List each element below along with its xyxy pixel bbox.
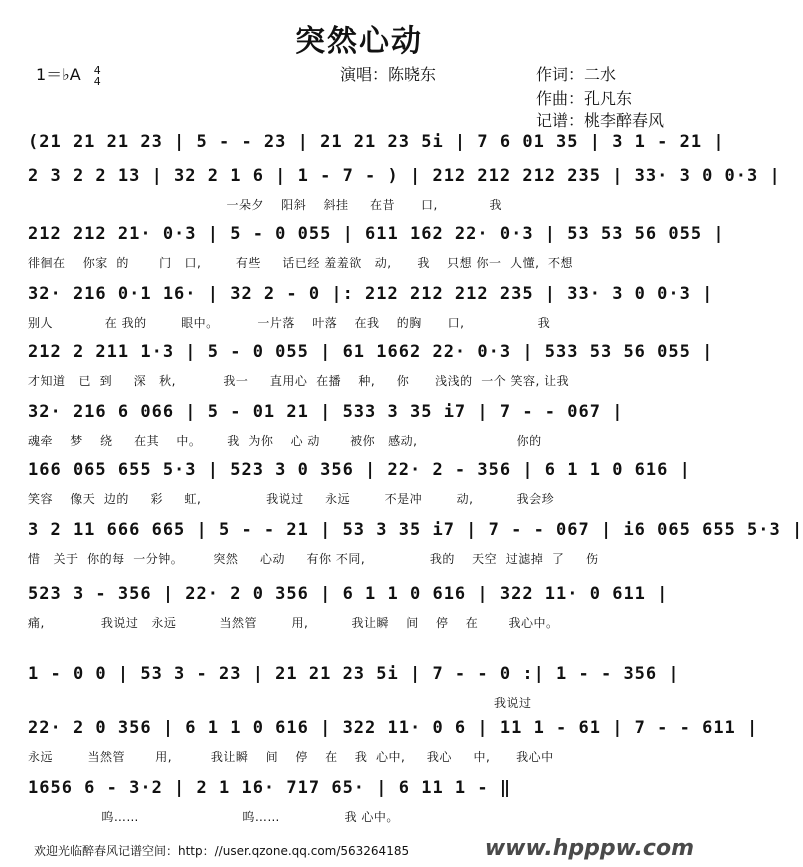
notation-line: 2 3 2 2 13 | 32 2 1 6 | 1 - 7 - ) | 212 212 212 235 | 33· 3 0 0·3 | (28, 166, 781, 186)
lyrics-line: 魂牵 梦 绕 在其 中。 我 为你 心 动 被你 感动, 你的 (28, 434, 542, 448)
lyrics-line: 惜 关于 你的每 一分钟。 突然 心动 有你 不同, 我的 天空 过滤掉 了 伤 (28, 552, 599, 566)
notation-line: 166 065 655 5·3 | 523 3 0 356 | 22· 2 - 356 | 6 1 1 0 616 | (28, 460, 691, 480)
notation-line: 1 - 0 0 | 53 3 - 23 | 21 21 23 5i | 7 - - 0 :| 1 - - 356 | (28, 664, 680, 684)
notation-line: 22· 2 0 356 | 6 1 1 0 616 | 322 11· 0 6 | 11 1 - 61 | 7 - - 611 | (28, 718, 759, 738)
watermark: www.hpppw.com (484, 836, 694, 861)
lyrics-line: 一朵夕 阳斜 斜挂 在昔 口, 我 (28, 198, 503, 212)
notation-line: 523 3 - 356 | 22· 2 0 356 | 6 1 1 0 616 | 322 11· 0 611 | (28, 584, 669, 604)
song-title: 突然心动 (295, 24, 423, 59)
lyrics-line: 呜…… 呜…… 我 心中。 (28, 810, 399, 824)
singer-credit: 演唱：陈晓东 (340, 65, 437, 84)
notation-line: 212 212 21· 0·3 | 5 - 0 055 | 611 162 22· 0·3 | 53 53 56 055 | (28, 224, 725, 244)
lyrics-line: 笑容 像天 边的 彩 虹, 我说过 永远 不是冲 动, 我会珍 (28, 492, 555, 506)
notation-line: 3 2 11 666 665 | 5 - - 21 | 53 3 35 i7 | 7 - - 067 | i6 065 655 5·3 | (28, 520, 803, 540)
lyrics-line: 痛, 我说过 永远 当然管 用, 我让瞬 间 停 在 我心中。 (28, 616, 559, 630)
lyrics-line: 别人 在 我的 眼中。 一片落 叶落 在我 的胸 口, 我 (28, 316, 551, 330)
time-numerator: 4 (93, 63, 101, 77)
lyricist-credit: 作词：二水 (536, 65, 617, 84)
lyrics-line: 我说过 (28, 696, 532, 710)
time-denominator: 4 (93, 74, 101, 88)
time-signature (94, 65, 101, 87)
notation-line: 212 2 211 1·3 | 5 - 0 055 | 61 1662 22· 0·3 | 533 53 56 055 | (28, 342, 714, 362)
notation-line: 32· 216 6 066 | 5 - 01 21 | 533 3 35 i7 | 7 - - 067 | (28, 402, 624, 422)
lyrics-line: 永远 当然管 用, 我让瞬 间 停 在 我 心中, 我心 中, 我心中 (28, 750, 554, 764)
composer-credit: 作曲：孔凡东 (536, 89, 633, 108)
footer-text: 欢迎光临醉春风记谱空间：http：//user.qzone.qq.com/563264185 (34, 844, 410, 858)
transcriber-credit: 记谱：桃李醉春风 (536, 111, 665, 130)
key-prefix: 1＝♭A (36, 65, 81, 84)
key-signature (36, 62, 101, 87)
lyrics-line: 徘徊在 你家 的 门 口, 有些 话已经 羞羞欲 动, 我 只想 你一 人懂, 不想 (28, 256, 574, 270)
notation-line: 1656 6 - 3·2 | 2 1 16· 717 65· | 6 11 1 - ‖ (28, 778, 512, 798)
notation-line: (21 21 21 23 | 5 - - 23 | 21 21 23 5i | 7 6 01 35 | 3 1 - 21 | (28, 132, 725, 152)
lyrics-line: 才知道 已 到 深 秋, 我一 直用心 在播 种, 你 浅浅的 一个 笑容, 让我 (28, 374, 570, 388)
notation-line: 32· 216 0·1 16· | 32 2 - 0 |: 212 212 212 235 | 33· 3 0 0·3 | (28, 284, 714, 304)
